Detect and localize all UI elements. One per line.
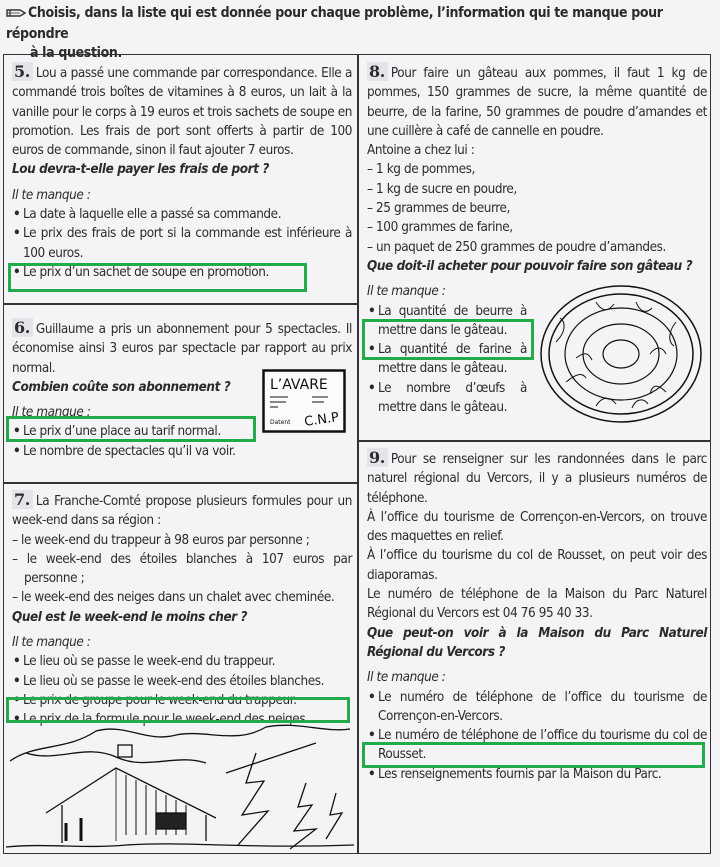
problem-text: La Franche-Comté propose plusieurs formules pour un week-end dans sa région : xyxy=(12,494,352,529)
option[interactable]: • Le numéro de téléphone de l’office du tourisme de Corrençon-en-Vercors. xyxy=(367,688,707,727)
problem-number: 7. xyxy=(12,490,33,509)
ticket-small-text: Datent xyxy=(270,419,291,426)
ticket-title: L’AVARE xyxy=(270,377,328,393)
divider-5-6 xyxy=(3,303,358,305)
option[interactable]: • Le nombre de spectacles qu’il va voir. xyxy=(12,442,352,461)
list-item: – le week-end des étoiles blanches à 107 euros par personne ; xyxy=(12,551,352,587)
missing-label: Il te manque : xyxy=(12,635,91,651)
option-selected[interactable]: • Le prix de la formule pour le week-end des neiges. xyxy=(12,710,352,729)
problem-number: 9. xyxy=(367,448,388,467)
option[interactable]: • La quantité de beurre à mettre dans le gâteau. xyxy=(367,302,527,341)
pencil-icon xyxy=(6,6,28,25)
divider-8-9 xyxy=(357,440,711,442)
option[interactable]: • Le lieu où se passe le week-end des étoiles blanches. xyxy=(12,672,352,691)
problem-number: 5. xyxy=(12,62,33,81)
problem-5 xyxy=(12,62,352,282)
chalet-illustration xyxy=(6,723,354,851)
has-label: Antoine a chez lui : xyxy=(367,143,475,159)
list-item: – 1 kg de pommes, xyxy=(367,162,475,178)
list-item: – 25 grammes de beurre, xyxy=(367,201,510,217)
list-item: – un paquet de 250 grammes de poudre d’amandes. xyxy=(367,239,666,255)
problem-question: Que doit-il acheter pour pouvoir faire son gâteau ? xyxy=(367,258,693,274)
problem-text: Guillaume a pris un abonnement pour 5 spectacles. Il économise ainsi 3 euros par spectacle par rapport au prix normal. xyxy=(12,322,352,376)
missing-label: Il te manque : xyxy=(367,670,446,686)
option-selected[interactable]: • Le prix d’une place au tarif normal. xyxy=(12,422,352,441)
problem-text: À l’office du tourisme de Corrençon-en-Vercors, on trouve des maquettes en relief. xyxy=(367,509,707,545)
problem-question: Combien coûte son abonnement ? xyxy=(12,379,231,395)
divider-6-7 xyxy=(3,482,358,484)
column-divider xyxy=(357,54,359,854)
option[interactable]: • Le prix des frais de port si la commande est inférieure à 100 euros. xyxy=(12,224,352,263)
option-selected[interactable]: • Les renseignements fournis par la Maison du Parc. xyxy=(367,765,707,784)
ticket-stamp: C.N.P xyxy=(303,410,340,430)
problem-number: 6. xyxy=(12,318,33,337)
problem-question: Que peut-on voir à la Maison du Parc Naturel Régional du Vercors ? xyxy=(367,625,707,660)
option-selected[interactable]: • La quantité de farine à mettre dans le gâteau. xyxy=(367,340,527,379)
problem-number: 8. xyxy=(367,62,388,81)
option[interactable]: • La date à laquelle elle a passé sa commande. xyxy=(12,205,352,224)
option[interactable]: • Le numéro de téléphone de l’office du tourisme du col de Rousset. xyxy=(367,726,707,765)
option[interactable]: • Le prix de groupe pour le week-end du trappeur. xyxy=(12,691,352,710)
problem-question: Quel est le week-end le moins cher ? xyxy=(12,609,248,625)
list-item: – 100 grammes de farine, xyxy=(367,220,513,236)
ticket-illustration xyxy=(262,369,346,433)
problem-text: Pour faire un gâteau aux pommes, il faut 1 kg de pommes, 150 grammes de sucre, la même quantité de beurre, de la farine, 50 grammes de poudre d’amandes et une cuillère à café de cannelle en poudre. xyxy=(367,66,707,139)
list-item: – le week-end du trappeur à 98 euros par personne ; xyxy=(12,532,310,548)
problem-text: Lou a passé une commande par correspondance. Elle a commandé trois boîtes de vitamines à 8 euros, un lait à la vanille pour le corps à 19 euros et trois sachets de soupe en promotion. Les frais de port sont offerts à partir de 100 euros de commande, sinon il faut ajouter 7 euros. xyxy=(12,66,352,159)
missing-label: Il te manque : xyxy=(12,405,91,421)
option[interactable]: • Le lieu où se passe le week-end du trappeur. xyxy=(12,652,352,671)
problem-text: À l’office du tourisme du col de Rousset, on peut voir des diaporamas. xyxy=(367,548,707,583)
option-selected[interactable]: • Le prix d’un sachet de soupe en promotion. xyxy=(12,263,352,282)
missing-label: Il te manque : xyxy=(12,187,91,203)
option[interactable]: • Le nombre d’œufs à mettre dans le gâteau. xyxy=(367,379,527,418)
list-item: – 1 kg de sucre en poudre, xyxy=(367,181,517,197)
problem-9 xyxy=(367,448,707,784)
problem-text: Pour se renseigner sur les randonnées dans le parc naturel régional du Vercors, il y a plusieurs numéros de téléphone. xyxy=(367,452,707,506)
problem-question: Lou devra-t-elle payer les frais de port ? xyxy=(12,162,269,178)
instruction-line-2: à la question. xyxy=(30,45,122,61)
missing-label: Il te manque : xyxy=(367,284,446,300)
apple-tart-illustration xyxy=(536,282,706,432)
problem-7 xyxy=(12,490,352,730)
list-item: – le week-end des neiges dans un chalet avec cheminée. xyxy=(12,590,335,606)
instruction-line-1: Choisis, dans la liste qui est donnée pour chaque problème, l’information qui te manque pour répondre xyxy=(6,5,663,42)
problem-text: Le numéro de téléphone de la Maison du Parc Naturel Régional du Vercors est 04 76 95 40 33. xyxy=(367,587,707,622)
